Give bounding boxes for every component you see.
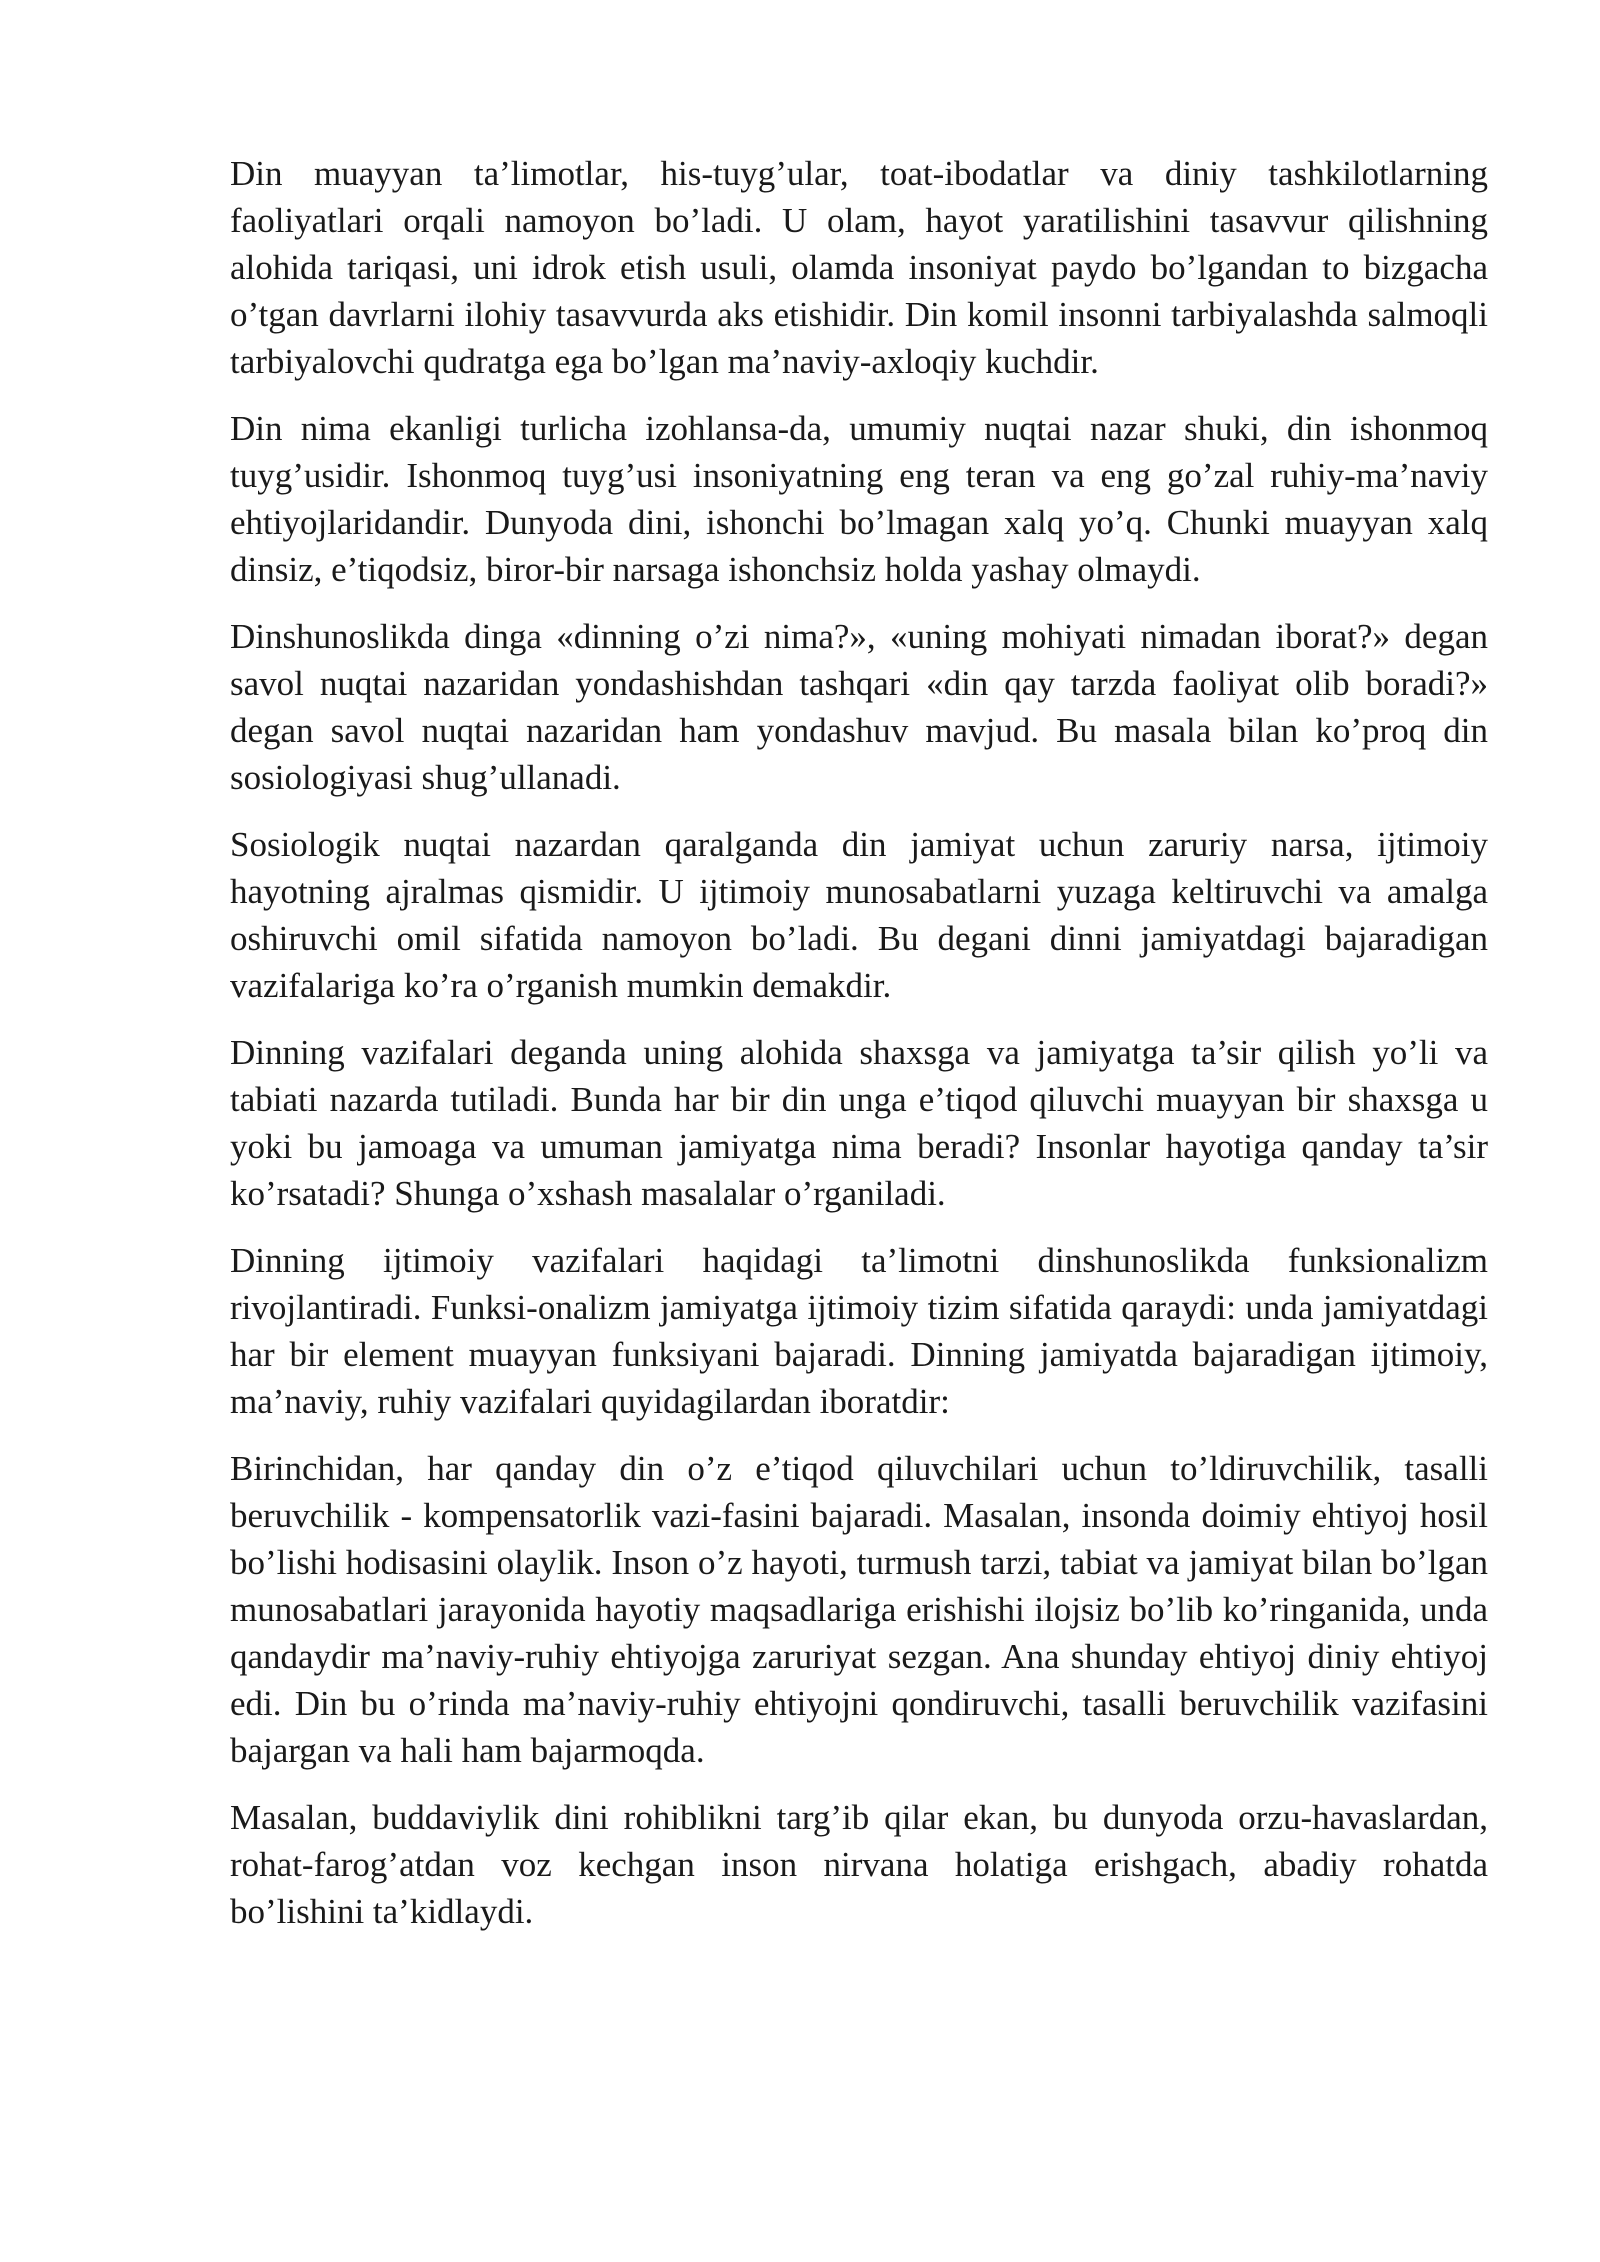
- document-page: [230, 150, 1488, 1955]
- paragraph-6: Dinning ijtimoiy vazifalari haqidagi ta’limotni dinshunoslikda funksionalizm rivojlantiradi. Funksi-onalizm jamiyatga ijtimoiy tizim sifatida qaraydi: unda jamiyatdagi har bir element muayyan funksiyani bajaradi. Dinning jamiyatda bajaradigan ijtimoiy, ma’naviy, ruhiy vazifalari quyidagilardan iboratdir:: [230, 1241, 1488, 1421]
- paragraph-1: Din muayyan ta’limotlar, his-tuyg’ular, toat-ibodatlar va diniy tashkilotlarning faoliyatlari orqali namoyon bo’ladi. U olam, hayot yaratilishini tasavvur qilishning alohida tariqasi, uni idrok etish usuli, olamda insoniyat paydo bo’lgandan to bizgacha o’tgan davrlarni ilohiy tasavvurda aks etishidir. Din komil insonni tarbiyalashda salmoqli tarbiyalovchi qudratga ega bo’lgan ma’naviy-axloqiy kuchdir.: [230, 154, 1488, 381]
- paragraph-4: Sosiologik nuqtai nazardan qaralganda din jamiyat uchun zaruriy narsa, ijtimoiy hayotning ajralmas qismidir. U ijtimoiy munosabatlarni yuzaga keltiruvchi va amalga oshiruvchi omil sifatida namoyon bo’ladi. Bu degani dinni jamiyatdagi bajaradigan vazifalariga ko’ra o’rganish mumkin demakdir.: [230, 825, 1488, 1005]
- paragraph-2: Din nima ekanligi turlicha izohlansa-da, umumiy nuqtai nazar shuki, din ishonmoq tuyg’usidir. Ishonmoq tuyg’usi insoniyatning eng teran va eng go’zal ruhiy-ma’naviy ehtiyojlaridandir. Dunyoda dini, ishonchi bo’lmagan xalq yo’q. Chunki muayyan xalq dinsiz, e’tiqodsiz, biror-bir narsaga ishonchsiz holda yashay olmaydi.: [230, 409, 1488, 589]
- paragraph-5: Dinning vazifalari deganda uning alohida shaxsga va jamiyatga ta’sir qilish yo’li va tabiati nazarda tutiladi. Bunda har bir din unga e’tiqod qiluvchi muayyan bir shaxsga u yoki bu jamoaga va umuman jamiyatga nima beradi? Insonlar hayotiga qanday ta’sir ko’rsatadi? Shunga o’xshash masalalar o’rganiladi.: [230, 1033, 1488, 1213]
- paragraph-8: Masalan, buddaviylik dini rohiblikni targ’ib qilar ekan, bu dunyoda orzu-havaslardan, rohat-farog’atdan voz kechgan inson nirvana holatiga erishgach, abadiy rohatda bo’lishini ta’kidlaydi.: [230, 1798, 1488, 1931]
- paragraph-7: Birinchidan, har qanday din o’z e’tiqod qiluvchilari uchun to’ldiruvchilik, tasalli beruvchilik - kompensatorlik vazi-fasini bajaradi. Masalan, insonda doimiy ehtiyoj hosil bo’lishi hodisasini olaylik. Inson o’z hayoti, turmush tarzi, tabiat va jamiyat bilan bo’lgan munosabatlari jarayonida hayotiy maqsadlariga erishishi ilojsiz bo’lib ko’ringanida, unda qandaydir ma’naviy-ruhiy ehtiyojga zaruriyat sezgan. Ana shunday ehtiyoj diniy ehtiyoj edi. Din bu o’rinda ma’naviy-ruhiy ehtiyojni qondiruvchi, tasalli beruvchilik vazifasini bajargan va hali ham bajarmoqda.: [230, 1449, 1488, 1770]
- paragraph-3: Dinshunoslikda dinga «dinning o’zi nima?», «uning mohiyati nimadan iborat?» degan savol nuqtai nazaridan yondashishdan tashqari «din qay tarzda faoliyat olib boradi?» degan savol nuqtai nazaridan ham yondashuv mavjud. Bu masala bilan ko’proq din sosiologiyasi shug’ullanadi.: [230, 617, 1488, 797]
